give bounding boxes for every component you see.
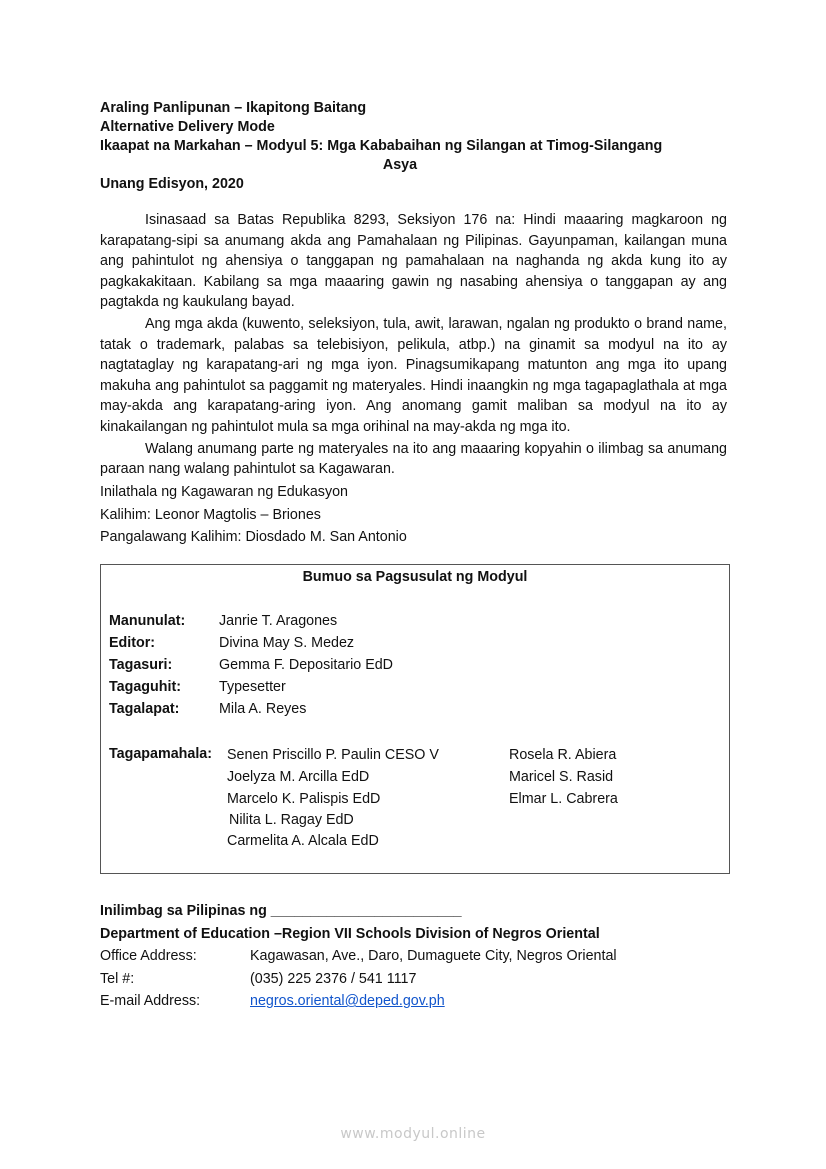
manager-name: Joelyza M. Arcilla EdD <box>227 769 370 785</box>
credit-label: Tagalapat: <box>109 701 180 717</box>
email-link[interactable]: negros.oriental@deped.gov.ph <box>250 993 445 1009</box>
paragraph-1: Isinasaad sa Batas Republika 8293, Seksiyon 176 na: Hindi maaaring magkaroon ng karapatang-sipi sa anumang akda ang Pamahalaan ng Pilipinas. Gayunpaman, kailangan muna ang pahintulot ng ahensiya o tanggapan ng pamahalaan na naghanda ng akda kung ito ay pagkakakitaan. Kabilang sa mga maaaring gawin ng nasabing ahensiya o tanggapan ay ang pagtakda ng kaukulang bayad. <box>100 212 727 310</box>
office-address-value: Kagawasan, Ave., Daro, Dumaguete City, Negros Oriental <box>250 948 617 964</box>
email-row <box>100 990 720 1013</box>
subject-title: Araling Panlipunan – Ikapitong Baitang <box>100 100 367 116</box>
credit-value: Gemma F. Depositario EdD <box>219 657 394 673</box>
manager-name: Carmelita A. Alcala EdD <box>227 833 379 849</box>
document-header <box>100 99 720 194</box>
manager-name: Elmar L. Cabrera <box>509 791 618 807</box>
credit-row-reviewer <box>109 657 393 673</box>
telephone-label: Tel #: <box>100 970 135 987</box>
credit-label: Tagaguhit: <box>109 679 182 695</box>
copyright-notice <box>100 210 727 549</box>
credit-label: Editor: <box>109 635 156 651</box>
credit-row-editor <box>109 635 354 651</box>
credit-value: Divina May S. Medez <box>219 635 355 651</box>
credit-label: Tagasuri: <box>109 657 173 673</box>
delivery-mode: Alternative Delivery Mode <box>100 119 275 135</box>
watermark: www.modyul.online <box>340 1126 486 1142</box>
managers-column-2 <box>509 744 618 810</box>
office-address-label: Office Address: <box>100 948 197 964</box>
publisher-line: Inilathala ng Kagawaran ng Edukasyon <box>100 484 348 500</box>
email-label: E-mail Address: <box>100 993 201 1009</box>
module-title: Ikaapat na Markahan – Modyul 5: Mga Kababaihan ng Silangan at Timog-Silangang <box>100 138 663 154</box>
managers-column-1 <box>227 744 439 852</box>
manager-name: Maricel S. Rasid <box>509 769 614 785</box>
credit-value: Mila A. Reyes <box>219 701 307 717</box>
credits-box <box>100 564 730 874</box>
printed-line: Inilimbag sa Pilipinas ng ________________________ <box>100 903 462 919</box>
manager-name: Nilita L. Ragay EdD <box>229 812 354 828</box>
edition: Unang Edisyon, 2020 <box>100 176 244 192</box>
telephone-row <box>100 968 720 991</box>
managers-label: Tagapamahala: <box>109 746 213 762</box>
undersecretary-line: Pangalawang Kalihim: Diosdado M. San Antonio <box>100 529 407 545</box>
credit-row-illustrator <box>109 679 286 695</box>
credit-value: Janrie T. Aragones <box>219 613 338 629</box>
manager-name: Marcelo K. Palispis EdD <box>227 791 381 807</box>
paragraph-2: Ang mga akda (kuwento, seleksiyon, tula, awit, larawan, ngalan ng produkto o brand name, tatak o trademark, palabas sa telebisiyon, pelikula, atbp.) na ginamit sa modyul na ito ay nagtataglay ng karapatang-ari ng mga iyon. Pinagsumikapang matunton ang mga ito upang makuha ang pahintulot sa paggamit ng materyales. Hindi inaangkin ng mga tagapaglathala at mga may-akda ang karapatang-aring iyon. Ang anomang gamit maliban sa modyul na ito ay kinakailangan ng pahintulot mula sa mga orihinal na may-akda ng mga ito. <box>100 316 727 435</box>
credit-row-layout <box>109 701 306 717</box>
credit-value: Typesetter <box>219 679 286 695</box>
paragraph-3: Walang anumang parte ng materyales na ito ang maaaring kopyahin o ilimbag sa anumang paraan nang walang pahintulot sa Kagawaran. <box>100 440 727 477</box>
publisher-info <box>100 900 720 1013</box>
credits-title: Bumuo sa Pagsusulat ng Modyul <box>302 569 528 585</box>
credit-row-writer <box>109 613 337 629</box>
telephone-value: (035) 225 2376 / 541 1117 <box>250 970 417 987</box>
manager-name: Rosela R. Abiera <box>509 747 617 763</box>
credit-label: Manunulat: <box>109 613 186 629</box>
department-line: Department of Education –Region VII Schools Division of Negros Oriental <box>100 925 600 942</box>
secretary-line: Kalihim: Leonor Magtolis – Briones <box>100 506 321 523</box>
module-title-continued: Asya <box>382 157 418 173</box>
office-address-row <box>100 945 720 968</box>
manager-name: Senen Priscillo P. Paulin CESO V <box>227 747 439 763</box>
